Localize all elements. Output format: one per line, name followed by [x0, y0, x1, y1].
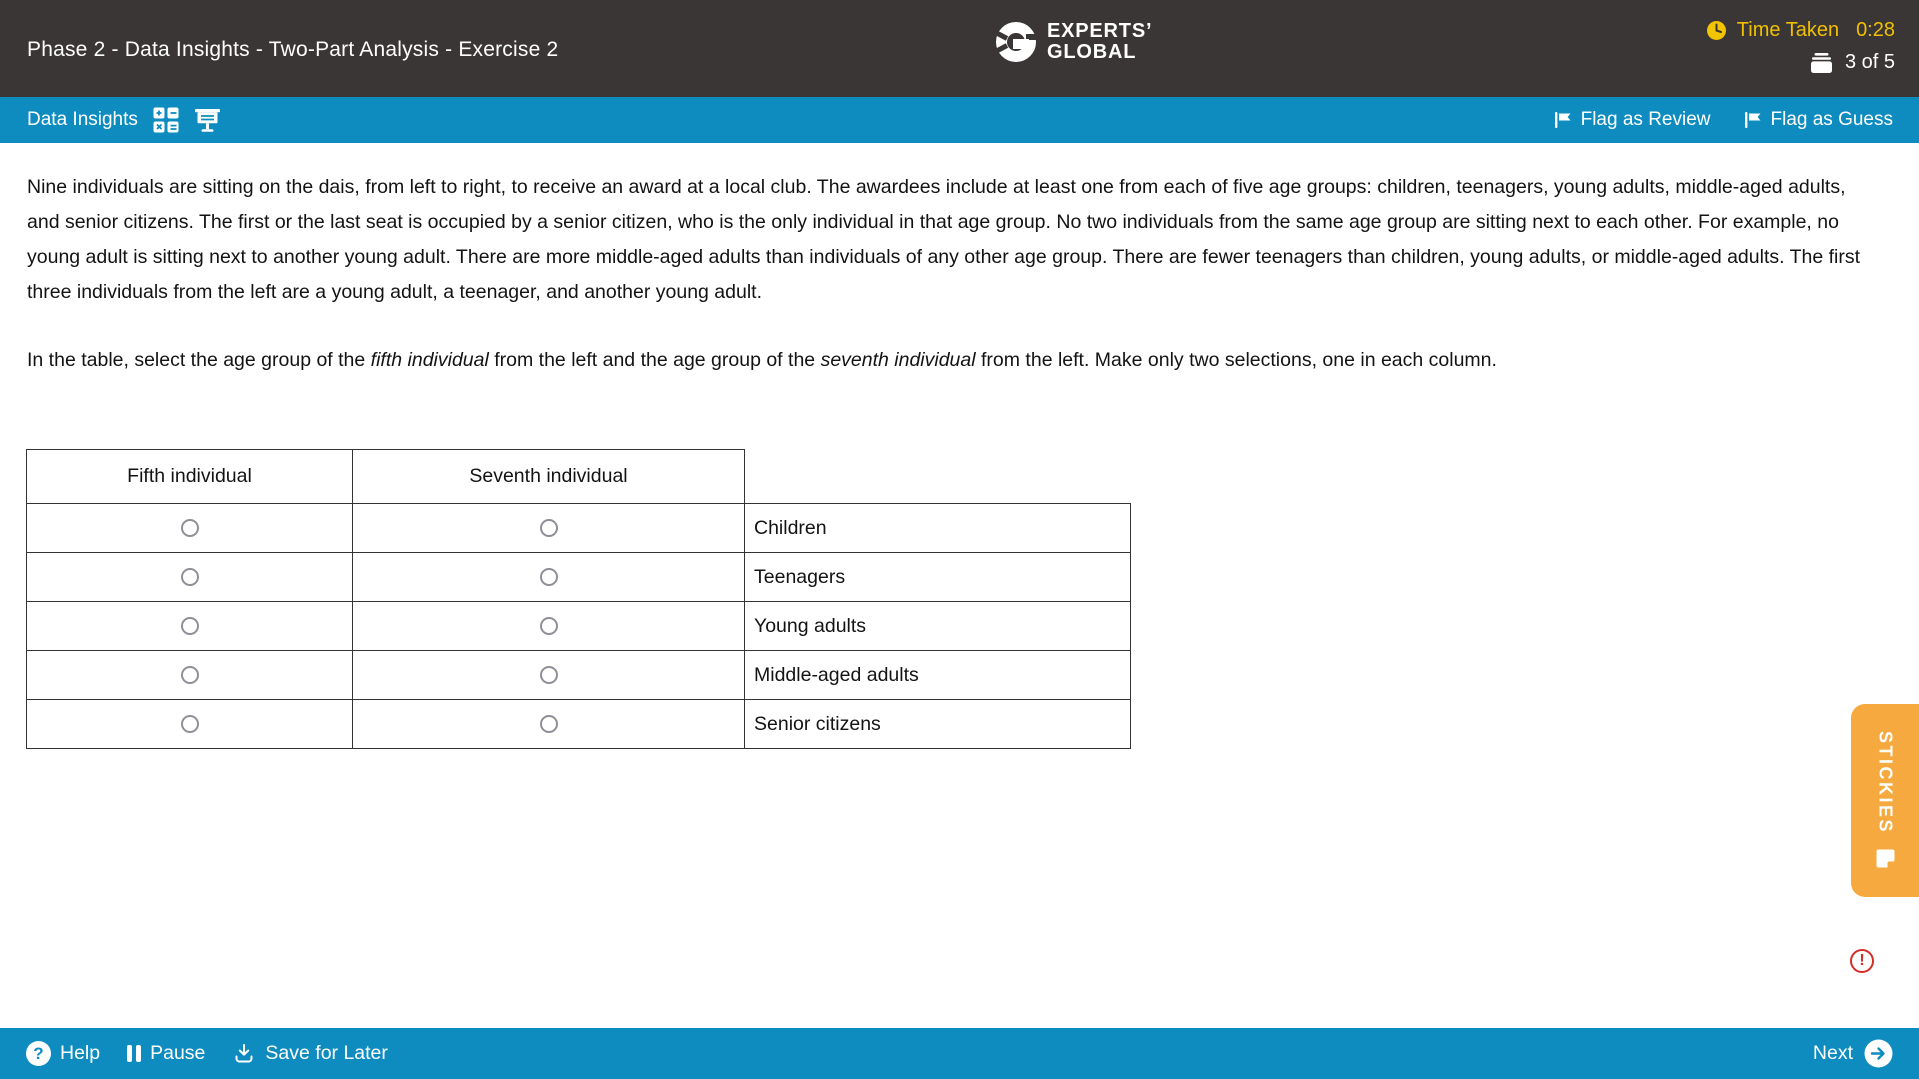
- pause-icon: [127, 1045, 141, 1062]
- download-icon: [232, 1043, 256, 1065]
- question-stem: Nine individuals are sitting on the dais, from left to right, to receive an award at a local club. The awardees include at least one from each of five age groups: children, teenagers, young adults, middle-aged adults, and senior citizens. The first or the last seat is occupied by a senior citizen, who is the only individual in that age group. No two individuals from the same age group are sitting next to each other. For example, no young adult is sitting next to another young adult. There are more middle-aged adults than individuals of any other age group. There are fewer teenagers than children, young adults, or middle-aged adults. The first three individuals from the left are a young adult, a teenager, and another young adult.: [27, 176, 1861, 303]
- experts-global-logo: [995, 21, 1152, 63]
- column-header-fifth: Fifth individual: [27, 450, 353, 504]
- table-row: [27, 651, 1131, 700]
- flag-icon: [1743, 111, 1762, 129]
- toolbar-tools: [153, 107, 221, 133]
- radio-seventh-senior-citizens[interactable]: [540, 715, 558, 733]
- radio-fifth-senior-citizens[interactable]: [181, 715, 199, 733]
- radio-fifth-children[interactable]: [181, 519, 199, 537]
- instruction-part-3: from the left. Make only two selections, one in each column.: [975, 349, 1497, 371]
- stickies-tab[interactable]: [1851, 704, 1919, 897]
- row-label-young-adults: Young adults: [745, 602, 1131, 651]
- flag-as-guess-label: Flag as Guess: [1770, 109, 1893, 130]
- instruction-part-1: In the table, select the age group of the: [27, 349, 371, 371]
- radio-seventh-middle-aged-adults[interactable]: [540, 666, 558, 684]
- stickies-label: STICKIES: [1875, 730, 1896, 834]
- header-status: [1706, 19, 1895, 74]
- instruction-italic-1: fifth individual: [370, 349, 489, 371]
- page-title: Phase 2 - Data Insights - Two-Part Analysis - Exercise 2: [27, 38, 559, 61]
- calculator-icon[interactable]: [153, 107, 179, 133]
- table-row: [27, 553, 1131, 602]
- two-part-answer-table: [26, 449, 1131, 749]
- instruction-italic-2: seventh individual: [820, 349, 976, 371]
- logo-wordmark: [1047, 21, 1152, 63]
- clock-icon: [1706, 20, 1727, 41]
- logo-line-2: GLOBAL: [1047, 41, 1137, 63]
- sticky-note-icon: [1874, 847, 1897, 870]
- time-taken-value: 0:28: [1856, 19, 1895, 41]
- radio-fifth-young-adults[interactable]: [181, 617, 199, 635]
- help-button[interactable]: [26, 1041, 100, 1066]
- question-area: [0, 143, 1919, 749]
- question-circle-icon: [26, 1041, 51, 1066]
- flag-as-review-label: Flag as Review: [1580, 109, 1711, 130]
- radio-fifth-teenagers[interactable]: [181, 568, 199, 586]
- flag-as-guess-button[interactable]: [1743, 109, 1894, 131]
- next-label: Next: [1812, 1042, 1853, 1064]
- save-for-later-button[interactable]: [232, 1042, 387, 1065]
- radio-seventh-young-adults[interactable]: [540, 617, 558, 635]
- logo-line-1: EXPERTS’: [1047, 20, 1153, 42]
- question-stack-icon: [1809, 53, 1834, 73]
- time-taken: [1706, 19, 1895, 42]
- row-label-middle-aged-adults: Middle-aged adults: [745, 651, 1131, 700]
- table-header-row: [27, 450, 1131, 504]
- section-toolbar: [0, 97, 1919, 143]
- save-for-later-label: Save for Later: [265, 1042, 388, 1064]
- flag-as-review-button[interactable]: [1553, 109, 1711, 131]
- radio-seventh-teenagers[interactable]: [540, 568, 558, 586]
- radio-fifth-middle-aged-adults[interactable]: [181, 666, 199, 684]
- radio-seventh-children[interactable]: [540, 519, 558, 537]
- experts-global-g-icon: [995, 21, 1037, 63]
- time-taken-label: Time Taken: [1736, 19, 1840, 41]
- table-row: [27, 700, 1131, 749]
- row-label-teenagers: Teenagers: [745, 553, 1131, 602]
- whiteboard-icon[interactable]: [194, 107, 221, 133]
- section-label: Data Insights: [27, 109, 138, 130]
- table-row: [27, 504, 1131, 553]
- pause-button[interactable]: [127, 1042, 205, 1065]
- arrow-right-circle-icon: [1864, 1039, 1893, 1068]
- next-button[interactable]: [1813, 1039, 1893, 1068]
- question-progress: [1809, 51, 1895, 74]
- row-label-children: Children: [745, 504, 1131, 553]
- top-header: [0, 0, 1919, 97]
- instruction-part-2: from the left and the age group of the: [488, 349, 821, 371]
- exclamation-circle-icon[interactable]: [1850, 949, 1874, 973]
- question-progress-text: 3 of 5: [1844, 51, 1895, 73]
- help-label: Help: [60, 1042, 101, 1064]
- pause-label: Pause: [150, 1042, 206, 1064]
- footer-bar: [0, 1028, 1919, 1079]
- flag-icon: [1553, 111, 1572, 129]
- row-label-senior-citizens: Senior citizens: [745, 700, 1131, 749]
- question-instruction: [27, 343, 1883, 378]
- column-header-seventh: Seventh individual: [353, 450, 745, 504]
- table-header-filler: [745, 450, 1131, 504]
- table-row: [27, 602, 1131, 651]
